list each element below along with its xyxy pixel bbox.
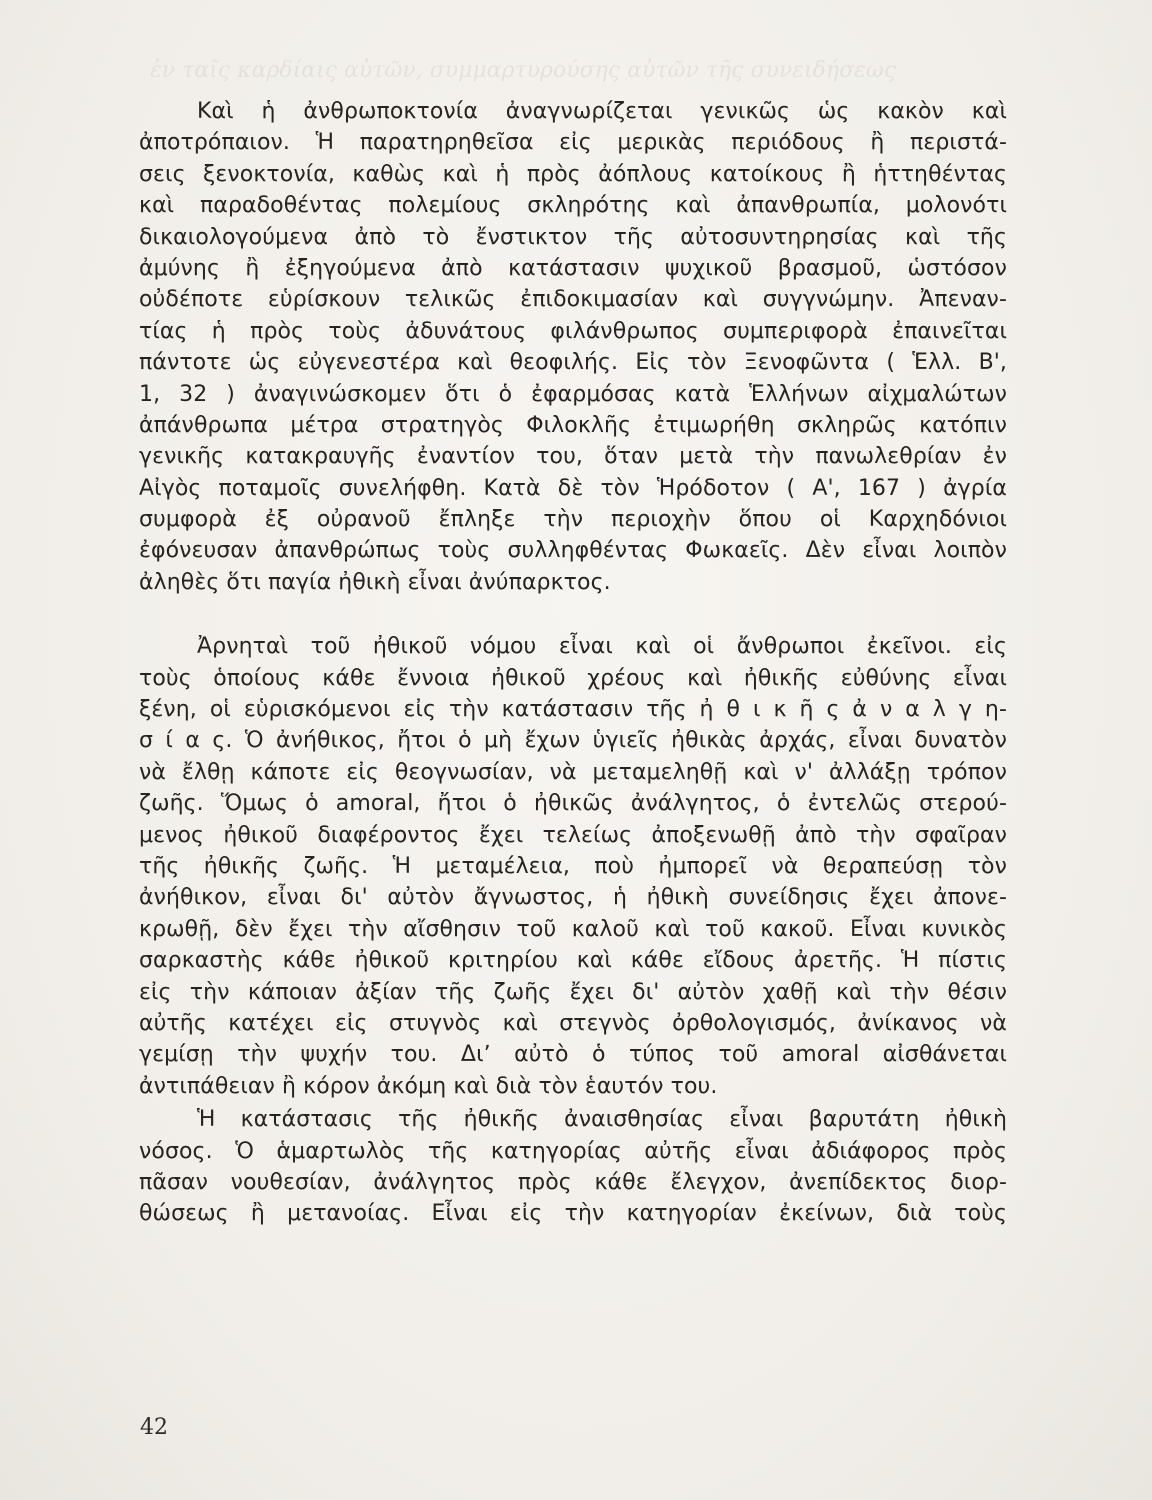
bleed-through-text: ἐν ταῖς καρδίαις αὐτῶν, συμμαρτυρούσης αὐτῶν τῆς συνειδήσεως bbox=[150, 58, 897, 83]
text-line: καὶ παραδοθέντας πολεμίους σκληρότης καὶ ἀπανθρωπία, μολονότι bbox=[139, 193, 1007, 219]
text-line: Ἀρνηταὶ τοῦ ἠθικοῦ νόμου εἶναι καὶ οἱ ἄνθρωποι ἐκεῖνοι. εἰς bbox=[197, 634, 1007, 660]
text-line: θώσεως ἢ μετανοίας. Εἶναι εἰς τὴν κατηγορίαν ἐκείνων, διὰ τοὺς bbox=[139, 1201, 1007, 1227]
text-line: ξένη, οἱ εὑρισκόμενοι εἰς τὴν κατάστασιν τῆς ἠ θ ι κ ῆ ς ἀ ν α λ γ η- bbox=[139, 697, 1007, 723]
text-line: αὐτῆς κατέχει εἰς στυγνὸς καὶ στεγνὸς ὀρθολογισμός, ἀνίκανος νὰ bbox=[139, 1010, 1007, 1036]
text-line: πᾶσαν νουθεσίαν, ἀνάλγητος πρὸς κάθε ἔλεγχον, ἀνεπίδεκτος διορ- bbox=[139, 1169, 1007, 1195]
text-line: κρωθῇ, δὲν ἔχει τὴν αἴσθησιν τοῦ καλοῦ καὶ τοῦ κακοῦ. Εἶναι κυνικὸς bbox=[139, 916, 1007, 942]
paragraph bbox=[139, 631, 1007, 1102]
body-text bbox=[139, 96, 1007, 1230]
text-line: τίας ἡ πρὸς τοὺς ἀδυνάτους φιλάνθρωπος συμπεριφορὰ ἐπαινεῖται bbox=[139, 318, 1007, 344]
text-line: Ἡ κατάστασις τῆς ἠθικῆς ἀναισθησίας εἶναι βαρυτάτη ἠθικὴ bbox=[197, 1107, 1007, 1133]
text-line: δικαιολογούμενα ἀπὸ τὸ ἔνστικτον τῆς αὐτοσυντηρησίας καὶ τῆς bbox=[139, 224, 1007, 250]
text-line: σαρκαστὴς κάθε ἠθικοῦ κριτηρίου καὶ κάθε εἴδους ἀρετῆς. Ἡ πίστις bbox=[139, 948, 1007, 974]
paragraph-gap bbox=[139, 598, 1007, 631]
text-line: οὐδέποτε εὑρίσκουν τελικῶς ἐπιδοκιμασίαν καὶ συγγνώμην. Ἀπεναν- bbox=[139, 287, 1007, 313]
text-line: Καὶ ἡ ἀνθρωποκτονία ἀναγνωρίζεται γενικῶς ὡς κακὸν καὶ bbox=[197, 99, 1007, 124]
text-line: σ ί α ς. Ὁ ἀνήθικος, ἤτοι ὁ μὴ ἔχων ὑγιεῖς ἠθικὰς ἀρχάς, εἶναι δυνατὸν bbox=[139, 728, 1007, 754]
text-line: ἀποτρόπαιον. Ἡ παρατηρηθεῖσα εἰς μερικὰς περιόδους ἢ περιστά- bbox=[139, 130, 1007, 156]
text-line: πάντοτε ὡς εὐγενεστέρα καὶ θεοφιλής. Εἰς τὸν Ξενοφῶντα ( Ἑλλ. Β', bbox=[139, 350, 1007, 376]
text-line: τοὺς ὁποίους κάθε ἔννοια ἠθικοῦ χρέους καὶ ἠθικῆς εὐθύνης εἶναι bbox=[139, 665, 1007, 691]
text-line: Αἰγὸς ποταμοῖς συνελήφθη. Κατὰ δὲ τὸν Ἡρόδοτον ( Α', 167 ) ἀγρία bbox=[139, 475, 1007, 501]
text-line: γεμίσῃ τὴν ψυχήν του. Διʼ αὐτὸ ὁ τύπος τοῦ amoral αἰσθάνεται bbox=[139, 1042, 1007, 1068]
text-line: τῆς ἠθικῆς ζωῆς. Ἡ μεταμέλεια, ποὺ ἠμπορεῖ νὰ θεραπεύσῃ τὸν bbox=[139, 853, 1007, 879]
text-line: ἐφόνευσαν ἀπανθρώπως τοὺς συλληφθέντας Φωκαεῖς. Δὲν εἶναι λοιπὸν bbox=[139, 538, 1007, 564]
text-line: εἰς τὴν κάποιαν ἀξίαν τῆς ζωῆς ἔχει δι' αὐτὸν χαθῇ καὶ τὴν θέσιν bbox=[139, 979, 1007, 1005]
page-number: 42 bbox=[140, 1415, 168, 1440]
text-line: ἀμύνης ἢ ἐξηγούμενα ἀπὸ κατάστασιν ψυχικοῦ βρασμοῦ, ὡστόσον bbox=[139, 255, 1007, 281]
text-line: νὰ ἔλθῃ κάποτε εἰς θεογνωσίαν, νὰ μεταμεληθῇ καὶ ν' ἀλλάξῃ τρόπον bbox=[139, 759, 1007, 785]
paragraph bbox=[139, 1104, 1007, 1230]
text-line: μενος ἠθικοῦ διαφέροντος ἔχει τελείως ἀποξενωθῇ ἀπὸ τὴν σφαῖραν bbox=[139, 822, 1007, 848]
text-line: νόσος. Ὁ ἁμαρτωλὸς τῆς κατηγορίας αὐτῆς εἶναι ἀδιάφορος πρὸς bbox=[139, 1138, 1007, 1164]
text-line: ἀνήθικον, εἶναι δι' αὐτὸν ἄγνωστος, ἡ ἠθικὴ συνείδησις ἔχει ἀπονε- bbox=[139, 885, 1007, 911]
text-line: γενικῆς κατακραυγῆς ἐναντίον του, ὅταν μετὰ τὴν πανωλεθρίαν ἐν bbox=[139, 444, 1007, 470]
text-line: συμφορὰ ἐξ οὐρανοῦ ἔπληξε τὴν περιοχὴν ὅπου οἱ Καρχηδόνιοι bbox=[139, 507, 1007, 533]
text-line: ζωῆς. Ὅμως ὁ amoral, ἤτοι ὁ ἠθικῶς ἀνάλγητος, ὁ ἐντελῶς στερού- bbox=[139, 791, 1007, 817]
text-line: 1, 32 ) ἀναγινώσκομεν ὅτι ὁ ἐφαρμόσας κατὰ Ἑλλήνων αἰχμαλώτων bbox=[139, 381, 1007, 407]
text-line: ἀληθὲς ὅτι παγία ἠθικὴ εἶναι ἀνύπαρκτος. bbox=[139, 569, 611, 595]
text-line: ἀντιπάθειαν ἢ κόρον ἀκόμη καὶ διὰ τὸν ἑαυτόν του. bbox=[139, 1073, 718, 1099]
paragraph bbox=[139, 96, 1007, 598]
text-line: σεις ξενοκτονία, καθὼς καὶ ἡ πρὸς ἀόπλους κατοίκους ἢ ἡττηθέντας bbox=[139, 161, 1007, 187]
text-line: ἀπάνθρωπα μέτρα στρατηγὸς Φιλοκλῆς ἐτιμωρήθη σκληρῶς κατόπιν bbox=[139, 412, 1007, 438]
